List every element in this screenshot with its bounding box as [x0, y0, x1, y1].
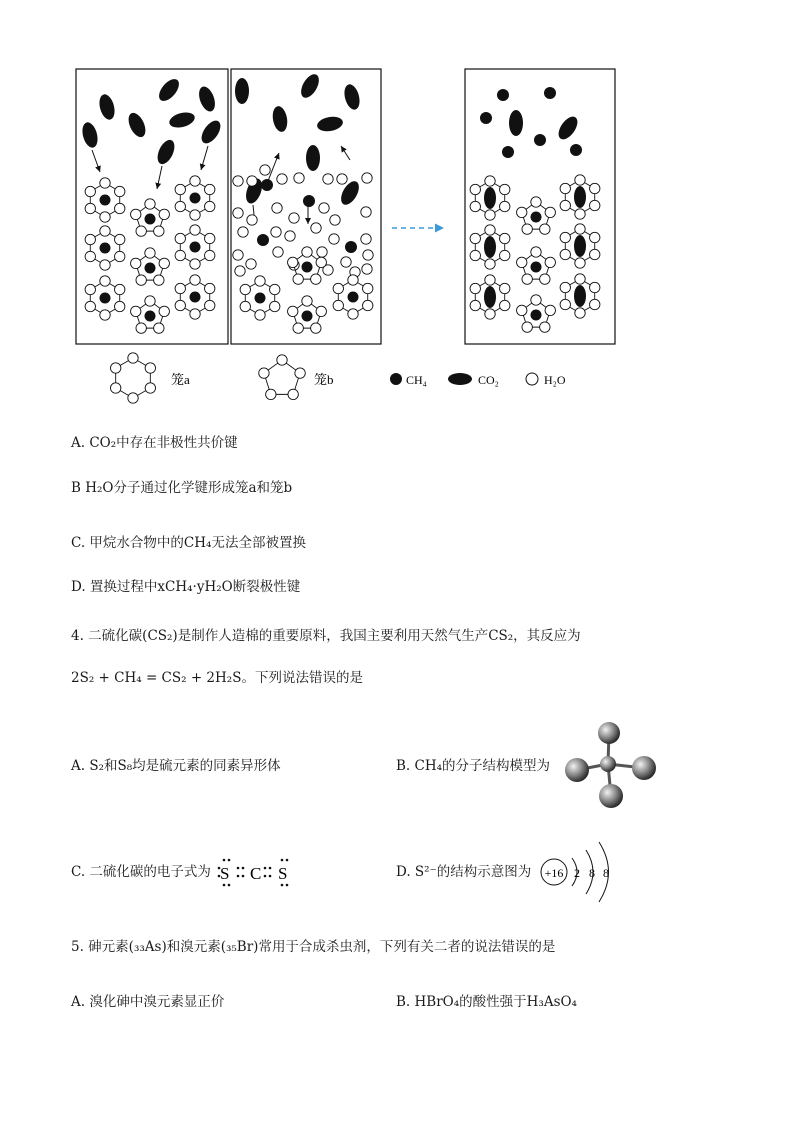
- h2o-molecule: [85, 301, 95, 311]
- h2o-molecule: [575, 224, 585, 234]
- q4-option-b: B. CH₄的分子结构模型为: [396, 758, 551, 774]
- legend-ch4-icon: [390, 373, 402, 385]
- h2o-molecule: [316, 306, 326, 316]
- h2o-molecule: [175, 283, 185, 293]
- h2o-molecule: [270, 284, 280, 294]
- h2o-molecule: [154, 275, 164, 285]
- h2o-molecule: [470, 300, 480, 310]
- h2o-molecule: [575, 274, 585, 284]
- h2o-molecule: [522, 224, 532, 234]
- ch4-molecule: [190, 292, 201, 303]
- ch4-molecule: [302, 262, 313, 273]
- h2o-molecule: [348, 309, 358, 319]
- h2o-molecule: [154, 323, 164, 333]
- co2-molecule: [168, 110, 197, 130]
- h2o-molecule: [560, 282, 570, 292]
- svg-text:S: S: [220, 864, 230, 883]
- h2o-molecule: [277, 174, 287, 184]
- h2o-molecule: [560, 249, 570, 259]
- h2o-molecule: [545, 207, 555, 217]
- h2o-molecule: [85, 284, 95, 294]
- h2o-molecule: [255, 310, 265, 320]
- q4-option-a: A. S₂和S₈均是硫元素的同素异形体: [71, 758, 281, 774]
- panel-final-contents: [470, 87, 600, 332]
- h2o-molecule: [246, 259, 256, 269]
- h2o-molecule: [136, 226, 146, 236]
- q3-option-d: D. 置换过程中xCH₄·yH₂O断裂极性键: [71, 579, 301, 595]
- co2-molecule: [316, 115, 344, 133]
- h2o-molecule: [522, 322, 532, 332]
- h2o-molecule: [100, 310, 110, 320]
- h2o-molecule: [560, 232, 570, 242]
- h2o-molecule: [470, 201, 480, 211]
- legend-ch4-label: CH₄: [406, 373, 427, 387]
- svg-text:S: S: [278, 864, 288, 883]
- h2o-molecule: [288, 306, 298, 316]
- arrow: [341, 146, 350, 160]
- h2o-molecule: [522, 274, 532, 284]
- h2o-molecule: [531, 295, 541, 305]
- h2o-molecule: [485, 176, 495, 186]
- h2o-molecule: [361, 234, 371, 244]
- h2o-molecule: [205, 201, 215, 211]
- h2o-molecule: [115, 251, 125, 261]
- q4-stem-line1: 4. 二硫化碳(CS₂)是制作人造棉的重要原料，我国主要利用天然气生产CS₂，其反应为: [71, 628, 581, 644]
- legend-h2o-label: H₂O: [544, 373, 566, 387]
- co2-molecule: [509, 110, 523, 136]
- h2o-molecule: [545, 257, 555, 267]
- h2o-molecule: [590, 282, 600, 292]
- h2o-molecule: [560, 200, 570, 210]
- ch4-molecule: [570, 144, 582, 156]
- h2o-molecule: [361, 207, 371, 217]
- ch4-molecule: [531, 262, 542, 273]
- co2-molecule: [484, 236, 496, 258]
- h2o-molecule: [348, 275, 358, 285]
- h2o-molecule: [485, 275, 495, 285]
- ch4-molecule: [261, 179, 273, 191]
- h2o-molecule: [330, 215, 340, 225]
- q3-option-b: B H₂O分子通过化学键形成笼a和笼b: [71, 480, 293, 496]
- h2o-molecule: [545, 305, 555, 315]
- h2o-molecule: [470, 233, 480, 243]
- h2o-molecule: [159, 306, 169, 316]
- h2o-molecule: [302, 247, 312, 257]
- co2-molecule: [555, 113, 581, 142]
- ch4-molecule: [303, 195, 315, 207]
- h2o-molecule: [233, 176, 243, 186]
- h2o-molecule: [293, 274, 303, 284]
- h2o-molecule: [288, 257, 298, 267]
- h2o-molecule: [590, 249, 600, 259]
- h2o-molecule: [115, 301, 125, 311]
- co2-molecule: [271, 105, 289, 133]
- h2o-molecule: [485, 210, 495, 220]
- co2-molecule: [342, 83, 362, 112]
- h2o-molecule: [115, 186, 125, 196]
- svg-text:+16: +16: [544, 866, 564, 880]
- co2-molecule: [484, 286, 496, 308]
- h2o-molecule: [575, 209, 585, 219]
- h2o-molecule: [500, 184, 510, 194]
- h2o-molecule: [295, 368, 305, 378]
- h2o-molecule: [329, 234, 339, 244]
- h2o-molecule: [145, 383, 155, 393]
- legend-cage-b-icon: [259, 355, 306, 400]
- h2o-molecule: [590, 299, 600, 309]
- co2-molecule: [574, 235, 586, 257]
- h2o-molecule: [540, 274, 550, 284]
- h2o-molecule: [190, 176, 200, 186]
- h2o-molecule: [285, 231, 295, 241]
- h2o-molecule: [485, 259, 495, 269]
- h2o-molecule: [233, 208, 243, 218]
- h2o-molecule: [317, 247, 327, 257]
- h2o-molecule: [115, 284, 125, 294]
- co2-molecule: [80, 121, 100, 150]
- h2o-molecule: [190, 275, 200, 285]
- h2o-molecule: [517, 257, 527, 267]
- h2o-molecule: [247, 176, 257, 186]
- svg-text:2: 2: [574, 866, 580, 880]
- h2o-molecule: [205, 233, 215, 243]
- svg-text:8: 8: [603, 866, 609, 880]
- arrow: [201, 146, 208, 170]
- co2-molecule: [484, 187, 496, 209]
- h2o-molecule: [131, 306, 141, 316]
- ch4-molecule: [100, 293, 111, 304]
- h2o-molecule: [319, 203, 329, 213]
- h2o-molecule: [363, 300, 373, 310]
- co2-molecule: [97, 93, 117, 122]
- ch4-molecule: [302, 311, 313, 322]
- h2o-molecule: [85, 186, 95, 196]
- h2o-molecule: [175, 184, 185, 194]
- h2o-molecule: [333, 283, 343, 293]
- h2o-molecule: [470, 250, 480, 260]
- ch4-molecule: [480, 112, 492, 124]
- h2o-molecule: [159, 258, 169, 268]
- h2o-molecule: [288, 389, 298, 399]
- svg-text:C: C: [250, 864, 262, 883]
- ch4-molecule: [345, 241, 357, 253]
- h2o-molecule: [255, 276, 265, 286]
- h2o-molecule: [590, 232, 600, 242]
- h2o-molecule: [175, 300, 185, 310]
- ch4-ball-stick-model: [560, 718, 660, 810]
- h2o-molecule: [540, 224, 550, 234]
- legend-h2o-icon: [526, 373, 538, 385]
- q3-option-c: C. 甲烷水合物中的CH₄无法全部被置换: [71, 535, 306, 551]
- h2o-molecule: [560, 299, 570, 309]
- h2o-molecule: [362, 173, 372, 183]
- h2o-molecule: [136, 323, 146, 333]
- h2o-molecule: [115, 203, 125, 213]
- h2o-molecule: [100, 276, 110, 286]
- h2o-molecule: [294, 173, 304, 183]
- ch4-molecule: [534, 134, 546, 146]
- h2o-molecule: [131, 258, 141, 268]
- co2-molecule: [235, 78, 249, 104]
- ch4-molecule: [544, 87, 556, 99]
- h2o-molecule: [302, 296, 312, 306]
- ch4-molecule: [255, 293, 266, 304]
- h2o-molecule: [500, 300, 510, 310]
- arrow: [92, 150, 100, 172]
- h2o-molecule: [323, 174, 333, 184]
- legend-cage-a-label: 笼a: [171, 372, 190, 387]
- h2o-molecule: [540, 322, 550, 332]
- h2o-molecule: [159, 209, 169, 219]
- h2o-molecule: [240, 301, 250, 311]
- co2-molecule: [574, 285, 586, 307]
- co2-molecule: [297, 71, 322, 101]
- h2o-molecule: [190, 259, 200, 269]
- q4-stem-line2: 2S₂ + CH₄ = CS₂ + 2H₂S。下列说法错误的是: [71, 670, 363, 686]
- h2o-molecule: [271, 227, 281, 237]
- h2o-molecule: [85, 234, 95, 244]
- h2o-molecule: [485, 309, 495, 319]
- legend-cage-b-label: 笼b: [314, 372, 334, 387]
- h2o-molecule: [233, 250, 243, 260]
- h2o-molecule: [131, 209, 141, 219]
- ch4-molecule: [190, 242, 201, 253]
- s2-ion-structure-diagram: [536, 836, 622, 908]
- h2o-molecule: [266, 389, 276, 399]
- q5-stem: 5. 砷元素(₃₃As)和溴元素(₃₅Br)常用于合成杀虫剂，下列有关二者的说法错误的是: [71, 939, 556, 955]
- h2o-molecule: [277, 355, 287, 365]
- h2o-molecule: [590, 183, 600, 193]
- h2o-molecule: [273, 247, 283, 257]
- legend-cage-a-icon: [110, 353, 155, 403]
- h2o-molecule: [293, 323, 303, 333]
- h2o-molecule: [110, 383, 120, 393]
- cs2-electron-formula: [216, 855, 300, 889]
- h2o-molecule: [240, 284, 250, 294]
- ch4-molecule: [190, 193, 201, 204]
- legend-co2-label: CO₂: [478, 373, 499, 387]
- h2o-molecule: [145, 199, 155, 209]
- h2o-molecule: [145, 363, 155, 373]
- h2o-molecule: [238, 227, 248, 237]
- h2o-molecule: [100, 212, 110, 222]
- h2o-molecule: [205, 300, 215, 310]
- co2-molecule: [154, 137, 178, 166]
- ch4-molecule: [145, 311, 156, 322]
- h2o-molecule: [311, 274, 321, 284]
- arrow: [157, 166, 162, 189]
- h2o-molecule: [531, 197, 541, 207]
- h2o-molecule: [128, 353, 138, 363]
- h2o-molecule: [500, 283, 510, 293]
- h2o-molecule: [190, 210, 200, 220]
- h2o-molecule: [311, 223, 321, 233]
- ch4-molecule: [145, 263, 156, 274]
- h2o-molecule: [100, 260, 110, 270]
- ch4-molecule: [257, 234, 269, 246]
- h2o-molecule: [333, 300, 343, 310]
- ch4-molecule: [348, 292, 359, 303]
- h2o-molecule: [190, 225, 200, 235]
- ch4-molecule: [100, 243, 111, 254]
- ch4-molecule: [497, 89, 509, 101]
- co2-molecule: [198, 117, 224, 146]
- panel-initial-contents: [80, 76, 224, 334]
- h2o-molecule: [175, 233, 185, 243]
- h2o-molecule: [517, 207, 527, 217]
- ch4-molecule: [502, 146, 514, 158]
- h2o-molecule: [145, 248, 155, 258]
- h2o-molecule: [270, 301, 280, 311]
- co2-molecule: [155, 76, 182, 105]
- h2o-molecule: [362, 264, 372, 274]
- co2-molecule: [574, 186, 586, 208]
- h2o-molecule: [100, 178, 110, 188]
- svg-text:8: 8: [589, 866, 595, 880]
- h2o-molecule: [341, 257, 351, 267]
- h2o-molecule: [311, 323, 321, 333]
- h2o-molecule: [575, 308, 585, 318]
- h2o-molecule: [128, 393, 138, 403]
- h2o-molecule: [560, 183, 570, 193]
- h2o-molecule: [575, 258, 585, 268]
- h2o-molecule: [205, 250, 215, 260]
- h2o-molecule: [145, 296, 155, 306]
- cage-a-frame: [116, 358, 151, 398]
- panel-replacement-contents: [233, 71, 373, 333]
- h2o-molecule: [154, 226, 164, 236]
- h2o-molecule: [85, 251, 95, 261]
- h2o-molecule: [337, 174, 347, 184]
- q5-option-a: A. 溴化砷中溴元素显正价: [71, 994, 225, 1010]
- h2o-molecule: [500, 233, 510, 243]
- h2o-molecule: [260, 165, 270, 175]
- h2o-molecule: [190, 309, 200, 319]
- h2o-molecule: [85, 203, 95, 213]
- ch4-molecule: [145, 214, 156, 225]
- ch4-molecule: [531, 310, 542, 321]
- h2o-molecule: [500, 250, 510, 260]
- h2o-molecule: [289, 213, 299, 223]
- h2o-molecule: [115, 234, 125, 244]
- ch4-molecule: [531, 212, 542, 223]
- h2o-molecule: [517, 305, 527, 315]
- q5-option-b: B. HBrO₄的酸性强于H₃AsO₄: [396, 994, 577, 1010]
- h2o-molecule: [470, 283, 480, 293]
- hydrate-replacement-figure: [70, 62, 630, 407]
- h2o-molecule: [136, 275, 146, 285]
- h2o-molecule: [531, 247, 541, 257]
- legend-co2-icon: [448, 373, 472, 385]
- q3-option-a: A. CO₂中存在非极性共价键: [71, 435, 238, 451]
- q4-option-c: C. 二硫化碳的电子式为: [71, 864, 211, 880]
- h2o-molecule: [575, 175, 585, 185]
- h2o-molecule: [175, 250, 185, 260]
- h2o-molecule: [485, 225, 495, 235]
- h2o-molecule: [590, 200, 600, 210]
- h2o-molecule: [363, 283, 373, 293]
- h2o-molecule: [175, 201, 185, 211]
- q4-option-d: D. S²⁻的结构示意图为: [396, 864, 532, 880]
- h2o-molecule: [247, 215, 257, 225]
- h2o-molecule: [500, 201, 510, 211]
- h2o-molecule: [205, 184, 215, 194]
- co2-molecule: [196, 84, 218, 113]
- h2o-molecule: [363, 250, 373, 260]
- co2-molecule: [125, 110, 149, 139]
- h2o-molecule: [316, 257, 326, 267]
- h2o-molecule: [470, 184, 480, 194]
- h2o-molecule: [110, 363, 120, 373]
- ch4-molecule: [100, 195, 111, 206]
- h2o-molecule: [272, 203, 282, 213]
- co2-molecule: [306, 145, 320, 171]
- h2o-molecule: [235, 266, 245, 276]
- h2o-molecule: [259, 368, 269, 378]
- h2o-molecule: [205, 283, 215, 293]
- h2o-molecule: [100, 226, 110, 236]
